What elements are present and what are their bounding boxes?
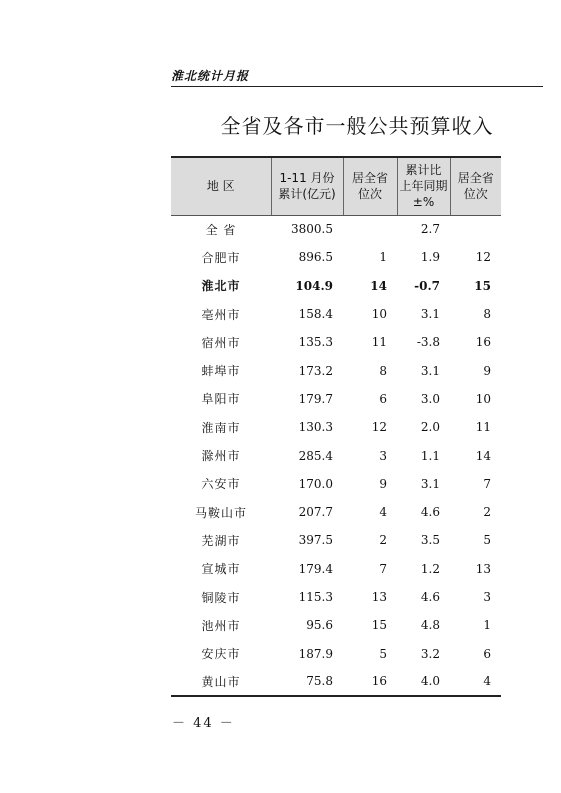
amount-rank-cell: 9	[379, 476, 387, 491]
header-cumulative-line2: 累计(亿元)	[278, 187, 336, 202]
header-growth	[397, 157, 450, 215]
header-cumulative-line1: 1-11 月份	[279, 171, 335, 186]
amount-rank-cell: 8	[379, 363, 387, 378]
growth-rank-cell: 14	[475, 448, 491, 463]
growth-rank-cell: 11	[475, 420, 491, 435]
table-row	[171, 668, 501, 696]
amount-rank-cell: 3	[379, 448, 387, 463]
table-row	[171, 385, 501, 413]
region-cell: 淮南市	[201, 420, 241, 435]
table-row	[171, 328, 501, 356]
growth-cell: 3.1	[420, 363, 440, 378]
amount-rank-cell: 10	[371, 307, 387, 322]
table-row	[171, 470, 501, 498]
amount-cell: 173.2	[298, 363, 333, 378]
growth-cell: 1.2	[420, 561, 440, 576]
running-head: 淮北统计月报	[171, 69, 250, 83]
region-cell: 滁州市	[201, 449, 241, 464]
page-title: 全省及各市一般公共预算收入	[220, 114, 494, 138]
header-amount-rank-line1: 居全省	[351, 171, 388, 186]
header-growth-line3: ±%	[412, 195, 435, 210]
growth-cell: 4.6	[420, 505, 440, 520]
table-row	[171, 243, 501, 271]
table-row	[171, 215, 501, 243]
amount-rank-cell: 5	[379, 646, 387, 661]
growth-cell: 3.1	[420, 307, 440, 322]
amount-cell: 130.3	[298, 420, 333, 435]
growth-rank-cell: 10	[475, 391, 491, 406]
amount-cell: 179.4	[298, 561, 333, 576]
growth-cell: 4.8	[420, 618, 440, 633]
growth-cell: 3.5	[420, 533, 440, 548]
amount-cell: 170.0	[298, 476, 333, 491]
table-row	[171, 555, 501, 583]
revenue-table	[171, 156, 501, 697]
amount-rank-cell	[343, 215, 397, 243]
page-number: － 44 －	[172, 716, 235, 731]
region-cell: 宿州市	[201, 335, 241, 350]
amount-rank-cell: 14	[370, 278, 387, 293]
growth-rank-cell: 4	[450, 668, 501, 696]
amount-rank-cell: 16	[343, 668, 397, 696]
region-cell: 亳州市	[201, 307, 241, 322]
header-growth-line1: 累计比	[405, 163, 442, 178]
header-rule	[171, 86, 543, 87]
table-row	[171, 498, 501, 526]
growth-rank-cell: 7	[483, 476, 491, 491]
header-amount-rank-line2: 位次	[357, 187, 382, 202]
amount-cell: 158.4	[298, 307, 333, 322]
amount-rank-cell: 2	[379, 533, 387, 548]
growth-cell: 3.0	[420, 391, 440, 406]
region-cell: 宣城市	[201, 562, 241, 577]
table-row	[171, 611, 501, 639]
amount-cell: 187.9	[298, 646, 333, 661]
region-cell: 马鞍山市	[194, 505, 247, 520]
region-cell: 六安市	[201, 477, 241, 492]
table-row	[171, 441, 501, 469]
amount-cell: 397.5	[298, 533, 333, 548]
growth-rank-cell: 8	[483, 307, 491, 322]
growth-cell: 4.0	[397, 668, 450, 696]
amount-cell: 179.7	[298, 391, 333, 406]
table-row	[171, 639, 501, 667]
amount-rank-cell: 6	[379, 391, 387, 406]
amount-rank-cell: 4	[379, 505, 387, 520]
amount-cell: 115.3	[298, 590, 333, 604]
header-amount-rank	[343, 157, 397, 215]
growth-cell: -3.8	[416, 335, 440, 350]
region-cell: 池州市	[201, 618, 241, 633]
region-cell: 芜湖市	[201, 533, 241, 548]
header-region: 地 区	[171, 157, 271, 215]
growth-rank-cell	[450, 215, 501, 243]
region-cell: 铜陵市	[201, 590, 241, 605]
growth-cell: 3.1	[420, 476, 440, 491]
table-row	[171, 300, 501, 328]
amount-rank-cell: 12	[371, 420, 387, 435]
header-cumulative	[271, 157, 343, 215]
growth-rank-cell: 16	[475, 335, 491, 350]
header-growth-rank-line2: 位次	[463, 187, 488, 202]
amount-cell: 95.6	[306, 618, 333, 633]
table-row	[171, 356, 501, 384]
amount-cell: 207.7	[298, 505, 333, 520]
region-cell: 蚌埠市	[201, 364, 241, 379]
region-cell: 阜阳市	[201, 392, 241, 407]
region-cell: 合肥市	[201, 250, 241, 265]
amount-cell: 135.3	[298, 335, 333, 350]
growth-rank-cell: 12	[475, 250, 491, 265]
table-row	[171, 413, 501, 441]
growth-cell: 3.2	[420, 646, 440, 661]
table-row	[171, 583, 501, 611]
table-body	[171, 215, 501, 696]
growth-cell: -0.7	[414, 278, 440, 293]
amount-rank-cell: 7	[379, 561, 387, 576]
amount-rank-cell: 13	[371, 590, 387, 604]
growth-rank-cell: 9	[483, 363, 491, 378]
growth-rank-cell: 3	[483, 590, 491, 604]
region-cell: 安庆市	[201, 647, 241, 662]
table-row	[171, 272, 501, 300]
region-cell: 全 省	[205, 222, 237, 237]
growth-cell: 2.0	[420, 420, 440, 435]
growth-rank-cell: 1	[483, 618, 491, 633]
growth-rank-cell: 6	[483, 646, 491, 661]
amount-cell: 104.9	[295, 278, 333, 293]
growth-rank-cell: 13	[475, 561, 491, 576]
growth-cell: 1.9	[420, 250, 440, 265]
growth-rank-cell: 2	[483, 505, 491, 520]
amount-rank-cell: 11	[371, 335, 387, 350]
amount-cell: 285.4	[298, 448, 333, 463]
amount-cell: 896.5	[298, 250, 333, 265]
growth-rank-cell: 15	[474, 278, 491, 293]
header-growth-rank-line1: 居全省	[457, 171, 494, 186]
region-cell: 淮北市	[201, 279, 241, 294]
header-growth-line2: 上年同期	[399, 179, 448, 194]
amount-rank-cell: 15	[371, 618, 387, 633]
table-header-row	[171, 157, 501, 215]
amount-rank-cell: 1	[379, 250, 387, 265]
table-row	[171, 526, 501, 554]
amount-cell: 3800.5	[291, 222, 333, 237]
amount-cell: 75.8	[271, 668, 343, 696]
region-cell: 黄山市	[171, 668, 271, 696]
growth-cell: 2.7	[420, 222, 440, 237]
growth-rank-cell: 5	[483, 533, 491, 548]
header-growth-rank	[450, 157, 501, 215]
growth-cell: 4.6	[420, 590, 440, 604]
growth-cell: 1.1	[420, 448, 440, 463]
